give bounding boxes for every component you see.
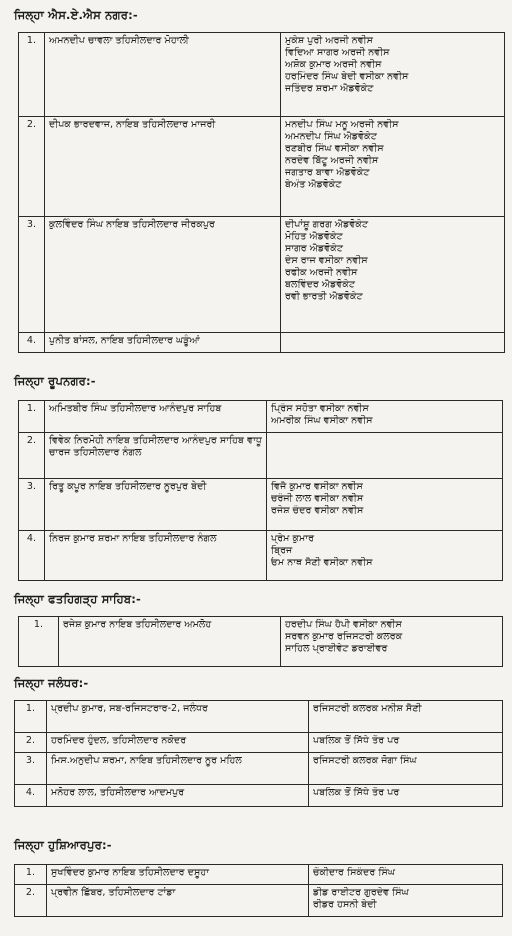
person-line: ਸਾਹਿਲ ਪ੍ਰਾਈਵੇਟ ਡਰਾਈਵਰ [285,643,388,654]
persons-cell [281,33,505,117]
person-line: ਰਫੀਕ ਅਰਜੀ ਨਵੀਸ [285,267,358,278]
person-line: ਹਰਮਿੰਦਰ ਸਿੰਘ ਬੇਦੀ ਵਸੀਕਾ ਨਵੀਸ [285,71,409,82]
officer-cell: ਹਰਮਿੰਦਰ ਹੁੰਦਲ, ਤਹਿਸੀਲਦਾਰ ਨਕੋਦਰ [47,733,309,753]
table-row [19,479,503,531]
person-line: ਦੇਸ ਰਾਜ ਵਸੀਕਾ ਨਵੀਸ [285,255,368,266]
officer-cell: ਅਮਿਤਬੀਰ ਸਿੰਘ ਤਹਿਸੀਲਦਾਰ ਆਨੰਦਪੁਰ ਸਾਹਿਬ [45,401,267,433]
officer-cell: ਵਿਵੇਕ ਨਿਰਮੋਹੀ ਨਾਇਬ ਤਹਿਸੀਲਦਾਰ ਆਨੰਦਪੁਰ ਸਾਹਿਬ ਵਾਧੂ ਚਾਰਜ ਤਹਿਸੀਲਦਾਰ ਨੰਗਲ [45,433,267,479]
district-heading-rupnagar: ਜਿਲ੍ਹਾ ਰੂਪਨਗਰ:- [14,374,96,388]
row-number: 1. [15,701,47,733]
table-row [19,33,505,117]
person-line: ਬਲਵਿੰਦਰ ਐਡਵੋਕੇਟ [285,279,356,290]
person-line: ਰਜਿਸਟਰੀ ਕਲਰਕ ਜੋਗਾ ਸਿੰਘ [313,755,417,766]
person-line: ਸਾਗਰ ਐਡਵੋਕੇਟ [285,243,343,254]
person-line: ਰਣਬੀਰ ਸਿੰਘ ਵਸੀਕਾ ਨਵੀਸ [285,143,384,154]
person-line: ਰਵੀ ਭਾਰਤੀ ਐਡਵੋਕੇਟ [285,291,363,302]
district-table-jalandhar [14,700,503,807]
person-line: ਡੀਡ ਰਾਈਟਰ ਗੁਰਦੇਵ ਸਿੰਘ [313,887,409,898]
district-heading-hoshiarpur: ਜਿਲ੍ਹਾ ਹੁਸ਼ਿਆਰਪੁਰ:- [14,838,112,852]
row-number: 2. [19,117,45,217]
person-line: ਵਿਜੈ ਕੁਮਾਰ ਵਸੀਕਾ ਨਵੀਸ [271,481,363,492]
person-line: ਨਰਦੇਵ ਬਿੱਟੂ ਅਰਜੀ ਨਵੀਸ [285,155,379,166]
person-line: ਹਰਦੀਪ ਸਿੰਘ ਹੈਪੀ ਵਸੀਕਾ ਨਵੀਸ [285,619,402,630]
district-table-rupnagar [18,400,503,581]
officer-cell: ਨਿਰਜ ਕੁਮਾਰ ਸ਼ਰਮਾ ਨਾਇਬ ਤਹਿਸੀਲਦਾਰ ਨੰਗਲ [45,531,267,581]
person-line: ਜਤਿੰਦਰ ਸ਼ਰਮਾ ਐਡਵੋਕੇਟ [285,83,374,94]
persons-cell [281,617,503,667]
district-table-sas-nagar [18,32,505,353]
person-line: ਪ੍ਰਿੰਸ ਸਹੋਤਾ ਵਸੀਕਾ ਨਵੀਸ [271,403,369,414]
officer-cell: ਅਮਨਦੀਪ ਚਾਵਲਾ ਤਹਿਸੀਲਦਾਰ ਮੋਹਾਲੀ [45,33,281,117]
table-row [19,333,505,353]
person-line: ਸਰਵਨ ਕੁਮਾਰ ਰਜਿਸਟਰੀ ਕਲਰਕ [285,631,403,642]
person-line: ਪ੍ਰੇਮ ਕੁਮਾਰ [271,533,315,544]
person-line: ਪਬਲਿਕ ਤੋਂ ਸਿੱਧੇ ਤੌਰ ਪਰ [313,735,400,746]
row-number: 1. [19,617,59,667]
row-number: 4. [19,531,45,581]
person-line: ਬ੍ਰਿਜ [271,545,293,556]
person-line: ਓਮ ਨਾਥ ਸੈਣੀ ਵਸੀਕਾ ਨਵੀਸ [271,557,373,568]
row-number: 3. [15,753,47,785]
table-row [19,433,503,479]
table-row [15,885,503,917]
persons-cell [281,217,505,333]
person-line: ਪਬਲਿਕ ਤੋਂ ਸਿੱਧੇ ਤੌਰ ਪਰ [313,787,400,798]
officer-cell: ਮਿਸ.ਅਨੁਦੀਪ ਸ਼ਰਮਾ, ਨਾਇਬ ਤਹਿਸੀਲਦਾਰ ਨੂਰ ਮਹਿਲ [47,753,309,785]
persons-cell [267,479,503,531]
person-line: ਜਗਤਾਰ ਬਾਵਾ ਐਡਵੋਕੇਟ [285,167,370,178]
officer-cell: ਪ੍ਰਦੀਪ ਕੁਮਾਰ, ਸਬ-ਰਜਿਸਟਰਾਰ-2, ਜਲੰਧਰ [47,701,309,733]
officer-cell: ਰਿਤੂ ਕਪੂਰ ਨਾਇਬ ਤਹਿਸੀਲਦਾਰ ਨੂਰਪੁਰ ਬੇਦੀ [45,479,267,531]
person-line: ਰੀਡਰ ਹਸਨੀ ਬੇਦੀ [313,899,377,910]
row-number: 1. [15,865,47,885]
persons-cell [267,401,503,433]
row-number: 1. [19,401,45,433]
table-row [19,117,505,217]
persons-cell [281,333,505,353]
row-number: 3. [19,217,45,333]
persons-cell [267,531,503,581]
table-row [19,617,503,667]
persons-cell [281,117,505,217]
district-heading-jalandhar: ਜਿਲ੍ਹਾ ਜਲੰਧਰ:- [14,676,89,690]
district-table-hoshiarpur [14,864,503,917]
officer-cell: ਰਜੇਸ਼ ਕੁਮਾਰ ਨਾਇਬ ਤਹਿਸੀਲਦਾਰ ਅਮਲੋਹ [59,617,281,667]
officer-cell: ਸੁਖਵਿੰਦਰ ਕੁਮਾਰ ਨਾਇਬ ਤਹਿਸੀਲਦਾਰ ਦਸੂਹਾ [47,865,309,885]
table-row [15,753,503,785]
row-number: 2. [15,885,47,917]
district-heading-fatehgarh-sahib: ਜਿਲ੍ਹਾ ਫਤਹਿਗੜ੍ਹ ਸਾਹਿਬ:- [14,592,142,606]
row-number: 2. [19,433,45,479]
persons-cell [309,733,503,753]
table-row [19,217,505,333]
district-heading-sas-nagar: ਜਿਲ੍ਹਾ ਐਸ.ਏ.ਐਸ ਨਗਰ:- [14,8,138,22]
person-line: ਅਮਨਦੀਪ ਸਿੰਘ ਐਡਵੋਕੇਟ [285,131,377,142]
row-number: 4. [19,333,45,353]
person-line: ਮੋਹਿਤ ਐਡਵੋਕੇਟ [285,231,343,242]
officer-cell: ਕੁਲਵਿੰਦਰ ਸਿੰਘ ਨਾਇਬ ਤਹਿਸੀਲਦਾਰ ਜੀਰਕਪੁਰ [45,217,281,333]
table-row [15,785,503,807]
row-number: 4. [15,785,47,807]
table-row [19,531,503,581]
row-number: 1. [19,33,45,117]
person-line: ਅਸ਼ੋਕ ਕੁਮਾਰ ਅਰਜੀ ਨਵੀਸ [285,59,382,70]
officer-cell: ਦੀਪਕ ਭਾਰਦਵਾਜ, ਨਾਇਬ ਤਹਿਸੀਲਦਾਰ ਮਾਜਰੀ [45,117,281,217]
table-row [15,733,503,753]
person-line: ਮਨਦੀਪ ਸਿੰਘ ਮਨੂ ਅਰਜੀ ਨਵੀਸ [285,119,399,130]
row-number: 2. [15,733,47,753]
person-line: ਦੀਪਾਂਸ਼ੂ ਗਰਗ ਐਡਵੋਕੇਟ [285,219,369,230]
district-table-fatehgarh-sahib [18,616,503,667]
table-row [15,701,503,733]
persons-cell [309,865,503,885]
person-line: ਬੇਅੰਤ ਐਡਵੋਕੇਟ [285,179,342,190]
person-line: ਚੌਕੀਦਾਰ ਸਿਕੰਦਰ ਸਿੰਘ [313,867,395,878]
persons-cell [309,885,503,917]
table-row [19,401,503,433]
officer-cell: ਪੁਨੀਤ ਬਾਂਸਲ, ਨਾਇਬ ਤਹਿਸੀਲਦਾਰ ਘੜੂੰਆਂ [45,333,281,353]
persons-cell [309,701,503,733]
person-line: ਚਰੰਜੀ ਲਾਲ ਵਸੀਕਾ ਨਵੀਸ [271,493,364,504]
row-number: 3. [19,479,45,531]
person-line: ਅਮਰੀਕ ਸਿੰਘ ਵਸੀਕਾ ਨਵੀਸ [271,415,373,426]
person-line: ਵਿਦਿਆ ਸਾਗਰ ਅਰਜੀ ਨਵੀਸ [285,47,390,58]
persons-cell [267,433,503,479]
persons-cell [309,753,503,785]
persons-cell [309,785,503,807]
person-line: ਰਜੇਸ਼ ਚੰਦਰ ਵਸੀਕਾ ਨਵੀਸ [271,505,364,516]
table-row [15,865,503,885]
person-line: ਰਜਿਸਟਰੀ ਕਲਰਕ ਮਨੀਸ਼ ਸੈਣੀ [313,703,422,714]
officer-cell: ਮਨੋਹਰ ਲਾਲ, ਤਹਿਸੀਲਦਾਰ ਆਦਮਪੁਰ [47,785,309,807]
officer-cell: ਪ੍ਰਵੀਨ ਛਿੱਬਰ, ਤਹਿਸੀਲਦਾਰ ਟਾਂਡਾ [47,885,309,917]
person-line: ਮੁਕੇਸ਼ ਪੁਰੀ ਅਰਜੀ ਨਵੀਸ [285,35,374,46]
